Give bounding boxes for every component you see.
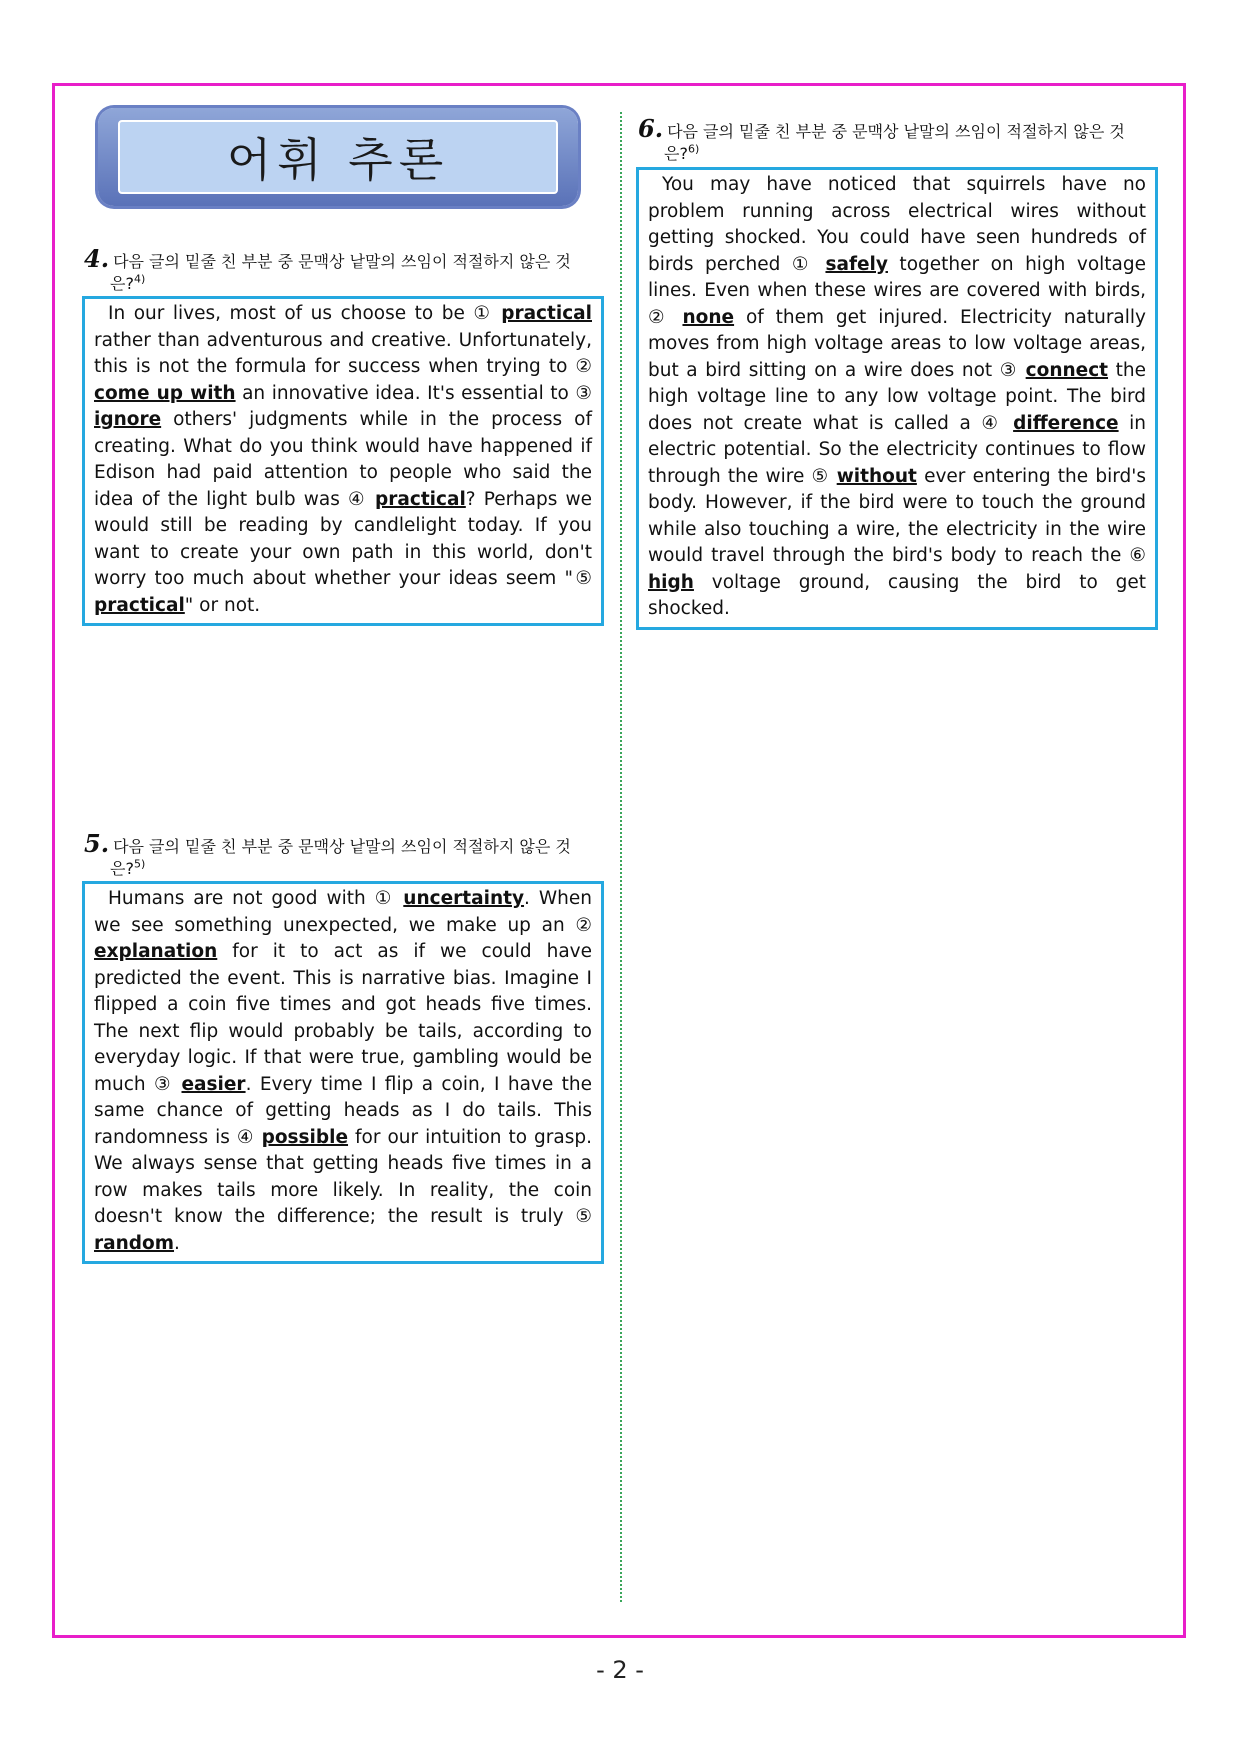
question-6-header (638, 114, 1158, 165)
question-5-passage (82, 881, 604, 1264)
section-title: 어휘 추론 (118, 120, 558, 194)
underlined-word-4: difference (1013, 412, 1119, 434)
underlined-word-5: practical (94, 594, 185, 616)
question-number: 5. (84, 829, 110, 858)
footnote-ref: 4) (133, 272, 146, 286)
question-prompt-cont: 은? (664, 144, 688, 163)
underlined-word-2: explanation (94, 941, 218, 962)
question-number: 4. (84, 244, 110, 273)
underlined-word-4: possible (261, 1126, 349, 1148)
underlined-word-3: easier (181, 1073, 246, 1095)
question-6-passage (636, 167, 1158, 630)
underlined-word-5: without (836, 465, 917, 487)
question-prompt: 다음 글의 밑줄 친 부분 중 문맥상 낱말의 쓰임이 적절하지 않은 것 (113, 837, 571, 856)
question-number: 6. (638, 114, 664, 143)
question-4-header (84, 244, 604, 295)
underlined-word-1: safely (825, 253, 888, 275)
passage-text: In our lives, most of us choose to be ① practical rather than adventurous and creative. Unfortunately, this is not the formula for success when trying to ② come up with an innovative idea. It's essential to ③ ignore others' judgments while in the process of creating. What do you think would have happened if Edison had paid attention to people who said the idea of the light bulb was ④ practical? Perhaps we would still be reading by candlelight today. If you want to create your own path in this world, don't worry too much about whether your ideas seem "⑤ practical" or not. (94, 303, 592, 616)
footnote-ref: 5) (133, 857, 146, 871)
underlined-word-3: ignore (94, 409, 162, 430)
question-4-passage (82, 296, 604, 626)
question-prompt-cont: 은? (110, 274, 134, 293)
column-divider (620, 112, 622, 1602)
question-prompt-cont: 은? (110, 859, 134, 878)
underlined-word-2: none (682, 306, 735, 328)
question-prompt: 다음 글의 밑줄 친 부분 중 문맥상 낱말의 쓰임이 적절하지 않은 것 (667, 122, 1125, 141)
page-number: - 2 - (596, 1656, 644, 1684)
underlined-word-1: practical (501, 303, 592, 324)
question-prompt: 다음 글의 밑줄 친 부분 중 문맥상 낱말의 쓰임이 적절하지 않은 것 (113, 252, 571, 271)
underlined-word-4: practical (375, 488, 466, 510)
underlined-word-3: connect (1025, 359, 1109, 381)
passage-text: You may have noticed that squirrels have no problem running across electrical wires without getting shocked. You could have seen hundreds of birds perched ① safely together on high voltage lines. Even when these wires are covered with birds, ② none of them get injured. Electricity naturally moves from high voltage areas to low voltage areas, but a bird sitting on a wire does not ③ connect the high voltage line to any low voltage point. The bird does not create what is called a ④ difference in electric potential. So the electricity continues to flow through the wire ⑤ without ever entering the bird's body. However, if the bird were to touch the ground while also touching a wire, the electricity in the wire would travel through the bird's body to reach the ⑥ high voltage ground, causing the bird to get shocked. (648, 174, 1146, 619)
underlined-word-2: come up with (94, 382, 236, 404)
underlined-word-5: random (94, 1232, 175, 1254)
question-5-header (84, 829, 604, 880)
footnote-ref: 6) (687, 142, 700, 156)
underlined-word-6: high (648, 571, 694, 593)
section-title-banner (98, 108, 578, 206)
passage-text: Humans are not good with ① uncertainty. When we see something unexpected, we make up an ② explanation for it to act as if we could have predicted the event. This is narrative bias. Imagine I flipped a coin five times and got heads five times. The next flip would probably be tails, according to everyday logic. If that were true, gambling would be much ③ easier. Every time I flip a coin, I have the same chance of getting heads as I do tails. This randomness is ④ possible for our intuition to grasp. We always sense that getting heads five times in a row makes tails more likely. In reality, the coin doesn't know the difference; the result is truly ⑤ random. (94, 888, 593, 1254)
underlined-word-1: uncertainty (403, 888, 525, 909)
